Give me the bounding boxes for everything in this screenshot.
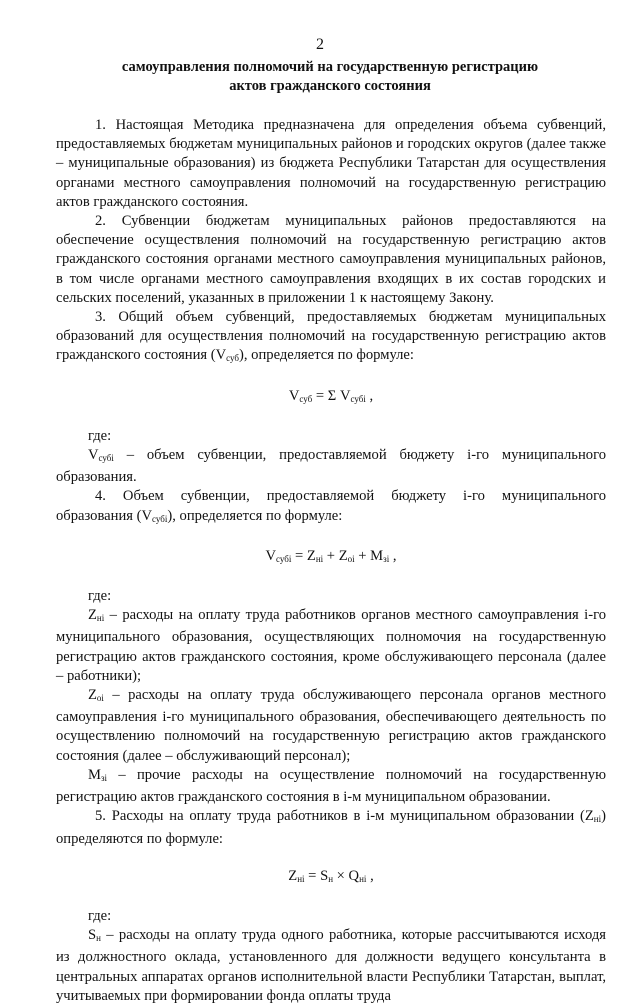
paragraph-1: 1. Настоящая Методика предназначена для определения объема субвенций, предоставляемых бюджетам муниципальных районов и городских округов (далее также – муниципальные образования) из бюджета Республики Татарстан для осуществления органами местного самоуправления полномочий на государственную регистрацию актов гражданского состояния. (56, 117, 606, 210)
definition-s-n: $S_н$ – расходы на оплату труда одного работника, которые рассчитываются исходя из должностного оклада, установленного для должности ведущего консультанта в центральных аппаратах органов исполнительной власти Республики Татарстан, выплат, учитываемых при формировании фонда оплаты труда (56, 927, 606, 1004)
paragraph-5: 5. Расходы на оплату труда работников в i-м муниципальном образовании $(Z_{нi})$ определяются по формуле: (56, 808, 606, 847)
where-label-2: где: (88, 588, 112, 605)
paragraph-4: 4. Объем субвенции, предоставляемой бюджету i-го муниципального образования $(V_{субi})$, определяется по формуле: (56, 488, 606, 524)
formula-wage-expenses: $Z_{нi} = S_н \times Q_{нi}$ , (288, 867, 374, 884)
definition-m-zi: $M_{зi}$ – прочие расходы на осуществление полномочий на государственную регистрацию актов гражданского состояния в i-м муниципальном образовании. (56, 766, 606, 806)
definition-z-ni: $Z_{нi}$ – расходы на оплату труда работников органов местного самоуправления i-го муниципального образования, осуществляющих полномочия на государственную регистрацию актов гражданского состояния, кроме обслуживающего персонала (далее – работники); (56, 607, 606, 684)
paragraph-2: 2. Субвенции бюджетам муниципальных районов предоставляются на обеспечение осуществления полномочий на государственную регистрацию актов гражданского состояния органами местного самоуправления муниципальных районов, в том числе органами местного самоуправления входящих в их состав городских и сельских поселений, указанных в приложении 1 к настоящему Закону. (56, 213, 606, 306)
page-number: 2 (316, 36, 324, 53)
section-title (60, 58, 600, 96)
paragraph-3: 3. Общий объем субвенций, предоставляемых бюджетам муниципальных образований для осуществления полномочий на государственную регистрацию актов гражданского состояния $(V_{суб})$, определяется по формуле: (56, 309, 606, 364)
formula-total-subvention: $V_{суб} = \Sigma$ $V_{субi}$ , (288, 387, 374, 404)
title-line-2: актов гражданского состояния (229, 78, 431, 94)
definition-v-subi: $V_{субi}$ – объем субвенции, предоставляемой бюджету i-го муниципального образования. (56, 447, 606, 486)
where-label-1: где: (88, 427, 112, 444)
formula-municipal-subvention: $V_{субi} = Z_{нi} + Z_{оi} + M_{зi}$ , (265, 547, 397, 564)
title-line-1: самоуправления полномочий на государственную регистрацию (121, 59, 539, 75)
definition-z-oi: $Z_{оi}$ – расходы на оплату труда обслуживающего персонала органов местного самоуправления i-го муниципального образования, обеспечивающего деятельность по осуществлению полномочий на государственную регистрацию актов гражданского состояния (далее – обслуживающий персонал); (56, 687, 606, 764)
document-body (56, 116, 606, 1006)
where-label-3: где: (88, 907, 112, 924)
